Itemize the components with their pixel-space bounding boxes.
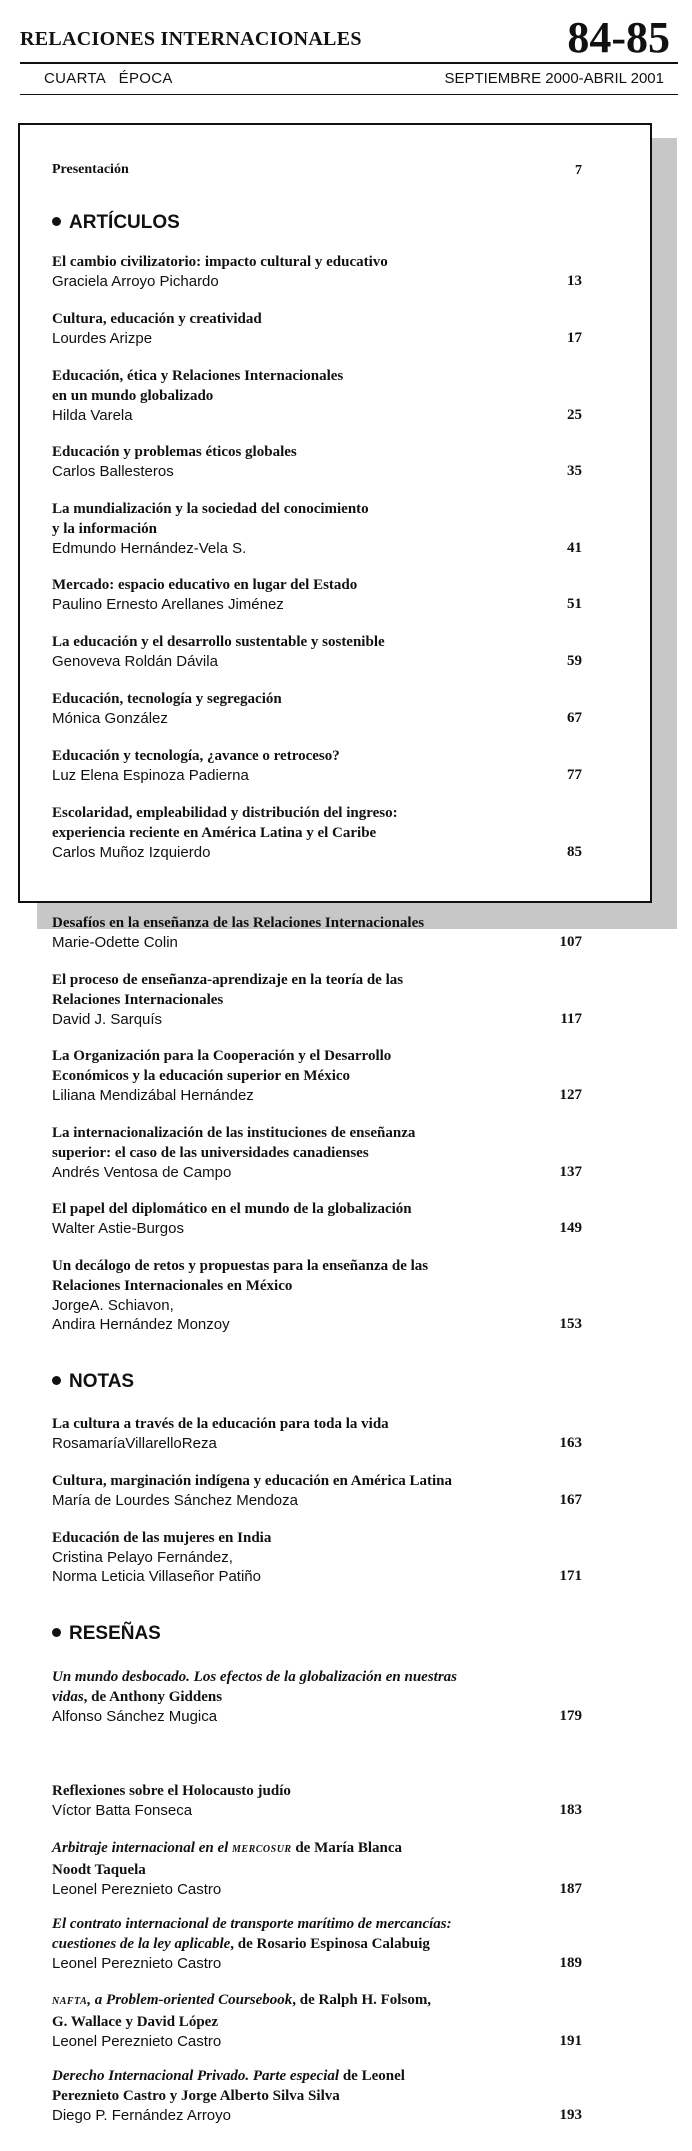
toc-entry[interactable]: La internacionalización de las instituciones de enseñanza superior: el caso de las universidades canadienses Andrés Ventosa de Campo 137 (52, 1125, 582, 1181)
page-number: 189 (559, 1955, 582, 1971)
section-heading-articulos: ARTÍCULOS (52, 212, 180, 234)
page-number: 17 (567, 330, 582, 346)
page-number: 179 (559, 1708, 582, 1724)
toc-entry[interactable]: Reflexiones sobre el Holocausto judío Víctor Batta Fonseca 183 (52, 1783, 582, 1819)
page-number: 153 (559, 1316, 582, 1332)
page-number: 117 (560, 1011, 582, 1027)
journal-title: RELACIONES INTERNACIONALES (20, 28, 362, 50)
page-number: 193 (559, 2107, 582, 2123)
toc-entry[interactable]: El contrato internacional de transporte marítimo de mercancías: cuestiones de la ley aplicable, de Rosario Espinosa Calabuig Leonel Pereznieto Castro 189 (52, 1916, 582, 1972)
bullet-icon (52, 1628, 61, 1637)
journal-header (20, 12, 678, 96)
toc-entry[interactable]: Educación, tecnología y segregación Mónica González 67 (52, 691, 582, 727)
page-number: 191 (559, 2033, 582, 2049)
toc-entry[interactable]: La Organización para la Cooperación y el Desarrollo Económicos y la educación superior en México Liliana Mendizábal Hernández 127 (52, 1048, 582, 1104)
section-heading-notas: NOTAS (52, 1371, 134, 1393)
header-rule (20, 62, 678, 64)
toc-entry[interactable]: Derecho Internacional Privado. Parte especial de Leonel Pereznieto Castro y Jorge Alberto Silva Silva Diego P. Fernández Arroyo 193 (52, 2068, 582, 2124)
toc-entry[interactable]: El papel del diplomático en el mundo de la globalización Walter Astie-Burgos 149 (52, 1201, 582, 1237)
page-number: 7 (575, 163, 582, 178)
page-number: 167 (559, 1492, 582, 1508)
toc-entry[interactable]: Mercado: espacio educativo en lugar del Estado Paulino Ernesto Arellanes Jiménez 51 (52, 577, 582, 613)
toc-entry[interactable]: Educación, ética y Relaciones Internacionales en un mundo globalizado Hilda Varela 25 (52, 368, 582, 424)
page-number: 137 (559, 1164, 582, 1180)
page-number: 51 (567, 596, 582, 612)
header-rule-bottom (20, 94, 678, 95)
page-number: 35 (567, 463, 582, 479)
page-number: 163 (559, 1435, 582, 1451)
toc-entry[interactable]: Arbitraje internacional en el MERCOSUR de María Blanca Noodt Taquela Leonel Pereznieto Castro 187 (52, 1840, 582, 1898)
epoch-label: CUARTA ÉPOCA (44, 70, 173, 87)
page-number: 67 (567, 710, 582, 726)
toc-entry[interactable]: Desafíos en la enseñanza de las Relaciones Internacionales Marie-Odette Colin 107 (52, 915, 582, 951)
toc-entry[interactable]: Cultura, educación y creatividad Lourdes Arizpe 17 (52, 311, 582, 347)
page-number: 107 (559, 934, 582, 950)
page-number: 59 (567, 653, 582, 669)
page-number: 41 (567, 540, 582, 556)
page-number: 149 (559, 1220, 582, 1236)
page-number: 171 (559, 1568, 582, 1584)
toc-entry[interactable]: Educación de las mujeres en India Cristina Pelayo Fernández, Norma Leticia Villaseñor Patiño 171 (52, 1530, 582, 1585)
page-number: 183 (559, 1802, 582, 1818)
page-number: 187 (559, 1881, 582, 1897)
toc-entry[interactable]: El cambio civilizatorio: impacto cultural y educativo Graciela Arroyo Pichardo 13 (52, 254, 582, 290)
toc-entry[interactable]: Un mundo desbocado. Los efectos de la globalización en nuestras vidas, de Anthony Giddens Alfonso Sánchez Mugica 179 (52, 1669, 582, 1725)
issue-number: 84-85 (567, 13, 670, 62)
toc-entry[interactable]: La cultura a través de la educación para toda la vida RosamaríaVillarelloReza 163 (52, 1416, 582, 1452)
issue-date: SEPTIEMBRE 2000-ABRIL 2001 (444, 70, 664, 87)
page-number: 25 (567, 407, 582, 423)
toc-entry-presentacion[interactable] (52, 160, 582, 180)
section-heading-resenas: RESEÑAS (52, 1623, 161, 1645)
toc-entry[interactable]: Cultura, marginación indígena y educación en América Latina María de Lourdes Sánchez Mendoza 167 (52, 1473, 582, 1509)
page-number: 77 (567, 767, 582, 783)
toc-entry[interactable]: La mundialización y la sociedad del conocimiento y la información Edmundo Hernández-Vela S. 41 (52, 501, 582, 557)
toc-entry[interactable]: La educación y el desarrollo sustentable y sostenible Genoveva Roldán Dávila 59 (52, 634, 582, 670)
toc-entry[interactable]: Educación y problemas éticos globales Carlos Ballesteros 35 (52, 444, 582, 480)
page-number: 127 (559, 1087, 582, 1103)
entry-title: Presentación (52, 162, 129, 177)
toc-entry[interactable]: El proceso de enseñanza-aprendizaje en la teoría de las Relaciones Internacionales David J. Sarquís 117 (52, 972, 582, 1028)
toc-entry[interactable]: Escolaridad, empleabilidad y distribución del ingreso: experiencia reciente en América Latina y el Caribe Carlos Muñoz Izquierdo 85 (52, 805, 582, 861)
toc-entry[interactable]: Educación y tecnología, ¿avance o retroceso? Luz Elena Espinoza Padierna 77 (52, 748, 582, 784)
page-number: 85 (567, 844, 582, 860)
bullet-icon (52, 217, 61, 226)
toc-entry[interactable]: NAFTA, a Problem-oriented Coursebook, de Ralph H. Folsom, G. Wallace y David López Leonel Pereznieto Castro 191 (52, 1992, 582, 2050)
toc-entry[interactable]: Un decálogo de retos y propuestas para la enseñanza de las Relaciones Internacionales en México JorgeA. Schiavon, Andira Hernández Monzoy 153 (52, 1258, 582, 1333)
page-number: 13 (567, 273, 582, 289)
bullet-icon (52, 1376, 61, 1385)
